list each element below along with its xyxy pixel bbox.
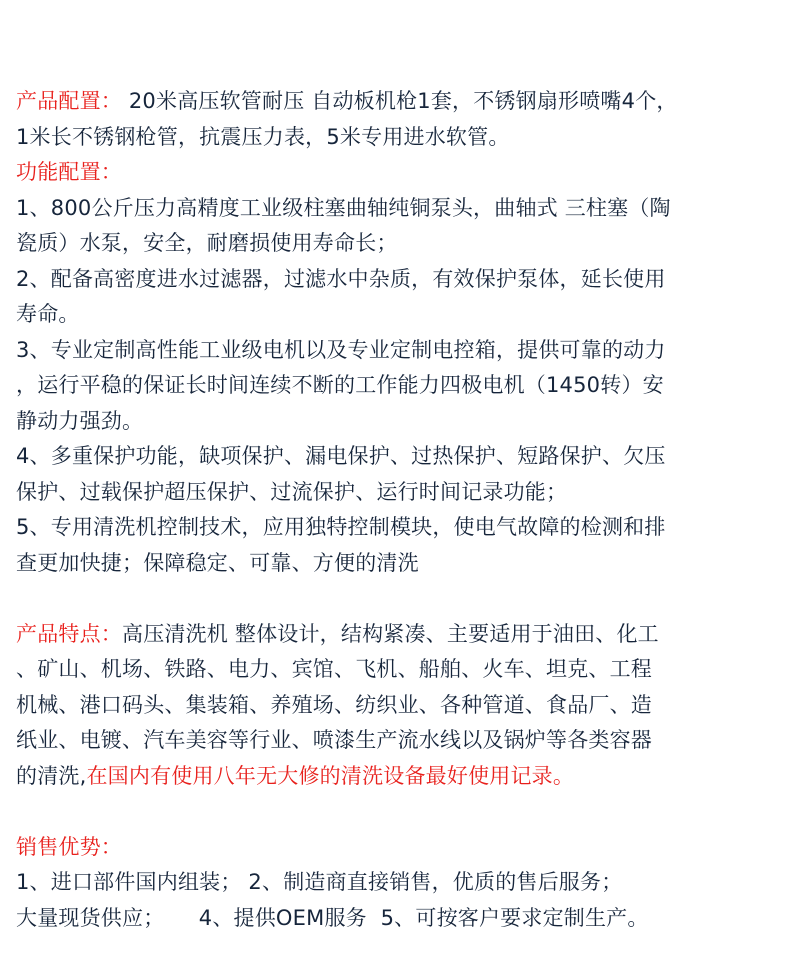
functions-line: 1、800公斤压力高精度工业级柱塞曲轴纯铜泵头，曲轴式 三柱塞（陶: [16, 195, 671, 220]
config-line-1: [16, 84, 777, 120]
sales-line: 大量现货供应； 4、提供OEM服务 5、可按客户要求定制生产。: [16, 905, 649, 930]
functions-line: 4、多重保护功能，缺项保护、漏电保护、过热保护、短路保护、欠压: [16, 444, 666, 468]
config-label: 产品配置：: [16, 89, 122, 113]
functions-line: 瓷质）水泵，安全，耐磨损使用寿命长；: [16, 231, 398, 255]
functions-line: 5、专用清洗机控制技术，应用独特控制模块，使电气故障的检测和排: [16, 515, 666, 539]
features-line: 机械、港口码头、集装箱、养殖场、纺织业、各种管道、食品厂、造: [16, 692, 652, 717]
features-line-last: [16, 759, 777, 795]
functions-line: ，运行平稳的保证长时间连续不断的工作能力四极电机（1450转）安: [16, 373, 664, 397]
sales-line: 1、进口部件国内组装； 2、制造商直接销售，优质的售后服务；: [16, 870, 623, 894]
functions-line: 3、专业定制高性能工业级电机以及专业定制电控箱，提供可靠的动力: [16, 337, 666, 362]
functions-line: 2、配备高密度进水过滤器，过滤水中杂质，有效保护泵体，延长使用: [16, 266, 666, 291]
features-line: 、矿山、机场、铁路、电力、宾馆、飞机、船舶、火车、坦克、工程: [16, 657, 652, 681]
section-spacer: [16, 794, 777, 830]
functions-line: 保护、过载保护超压保护、过流保护、运行时间记录功能；: [16, 479, 568, 504]
config-line-2: 1米长不锈钢枪管，抗震压力表，5米专用进水软管。: [16, 124, 510, 149]
features-text-1: 高压清洗机 整体设计，结构紧凑、主要适用于油田、化工: [122, 621, 659, 646]
sales-label: 销售优势：: [16, 834, 122, 859]
functions-line: 查更加快捷；保障稳定、可靠、方便的清洗: [16, 550, 419, 575]
functions-label: 功能配置：: [16, 160, 122, 184]
features-line: 纸业、电镀、汽车美容等行业、喷漆生产流水线以及锅炉等各类容器: [16, 728, 652, 752]
features-line-1: [16, 617, 777, 653]
config-text-1: 20米高压软管耐压 自动板机枪1套，不锈钢扇形喷嘴4个，: [122, 89, 678, 113]
features-last-plain: 的清洗,: [16, 763, 87, 788]
functions-line: 寿命。: [16, 302, 80, 326]
features-label: 产品特点：: [16, 621, 122, 646]
section-spacer: [16, 581, 777, 617]
functions-line: 静动力强劲。: [16, 408, 144, 433]
features-highlight: 在国内有使用八年无大修的清洗设备最好使用记录。: [86, 763, 575, 788]
